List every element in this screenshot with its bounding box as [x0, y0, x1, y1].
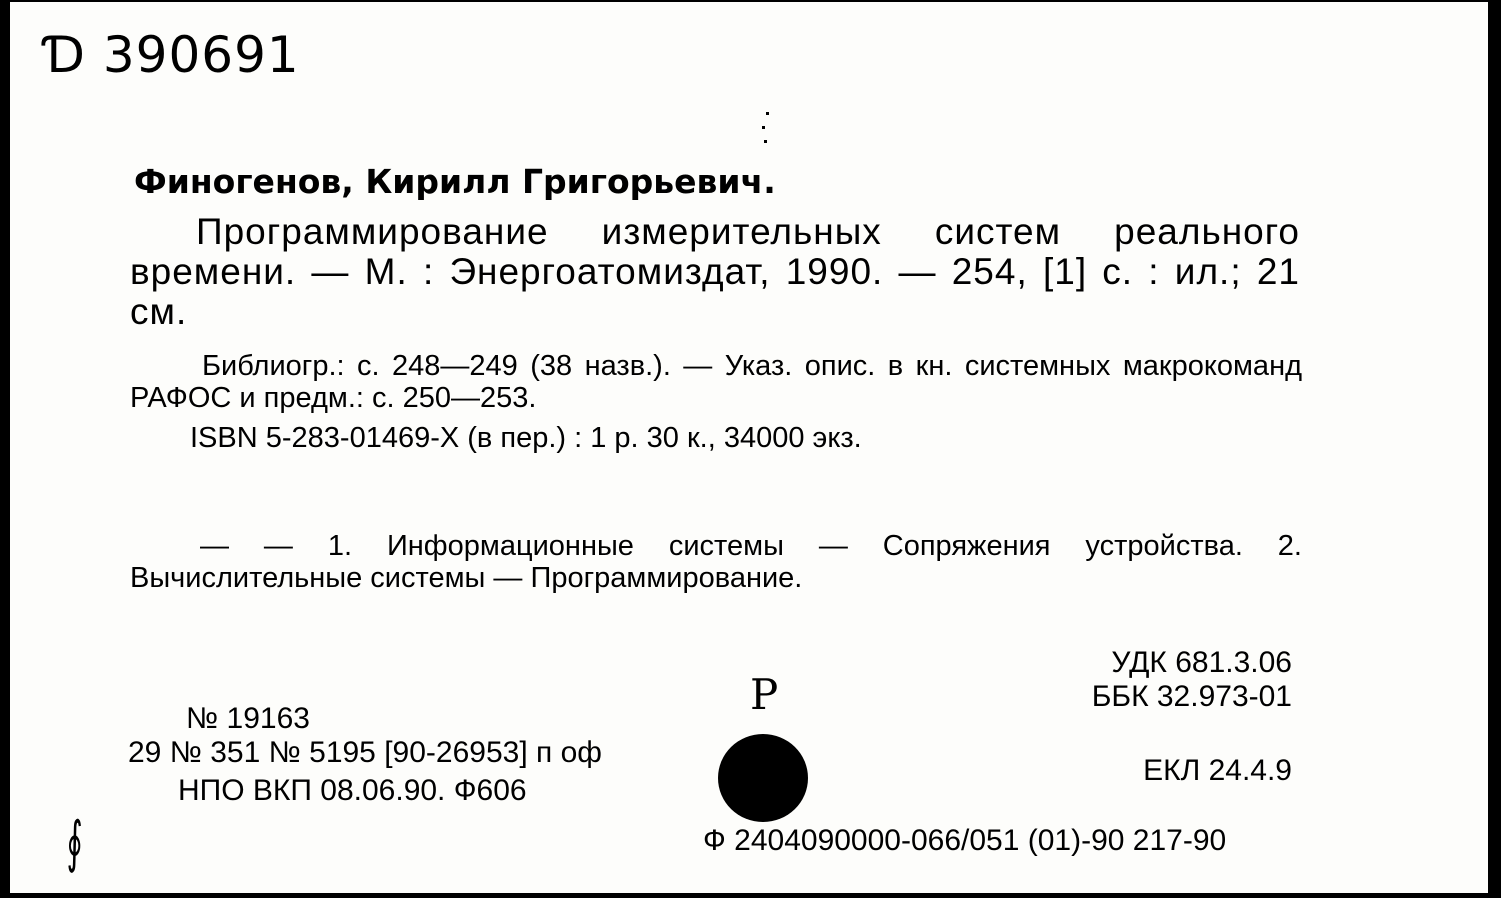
order-number: № 19163 — [186, 702, 310, 735]
author-name: Финогенов, Кирилл Григорьевич. — [134, 162, 776, 201]
speck — [764, 140, 767, 143]
bibliography-note: Библиогр.: с. 248—249 (38 назв.). — Указ. опис. в кн. системных макрокоманд РАФОС и предм.: с. 250—253. — [130, 350, 1302, 414]
publisher-print-line: НПО ВКП 08.06.90. Ф606 — [178, 774, 527, 807]
ink-stamp — [718, 734, 808, 822]
classification-mark: Ф 2404090000-066/051 (01)-90 217-90 — [703, 824, 1227, 857]
margin-handwriting: ∮ — [66, 810, 83, 875]
speck — [766, 112, 769, 115]
speck — [762, 126, 765, 129]
author-heading — [134, 162, 776, 201]
catalog-card — [10, 2, 1492, 893]
handwritten-mark: Р — [750, 670, 779, 719]
subject-headings: — — 1. Информационные системы — Сопряжения устройства. 2. Вычислительные системы — Программирование. — [130, 530, 1302, 594]
isbn-line: ISBN 5-283-01469-X (в пер.) : 1 р. 30 к., 34000 экз. — [190, 422, 862, 454]
title-description: Программирование измерительных систем реального времени. — М. : Энергоатомиздат, 1990. — 254, [1] с. : ил.; 21 см. — [130, 211, 1300, 332]
bbk-code: ББК 32.973-01 — [1091, 680, 1292, 713]
ekl-code: ЕКЛ 24.4.9 — [1143, 754, 1292, 787]
udk-code: УДК 681.3.06 — [1111, 646, 1292, 679]
call-number: Ɗ 390691 — [44, 26, 300, 84]
print-details: 29 № 351 № 5195 [90-26953] п оф — [128, 736, 602, 769]
